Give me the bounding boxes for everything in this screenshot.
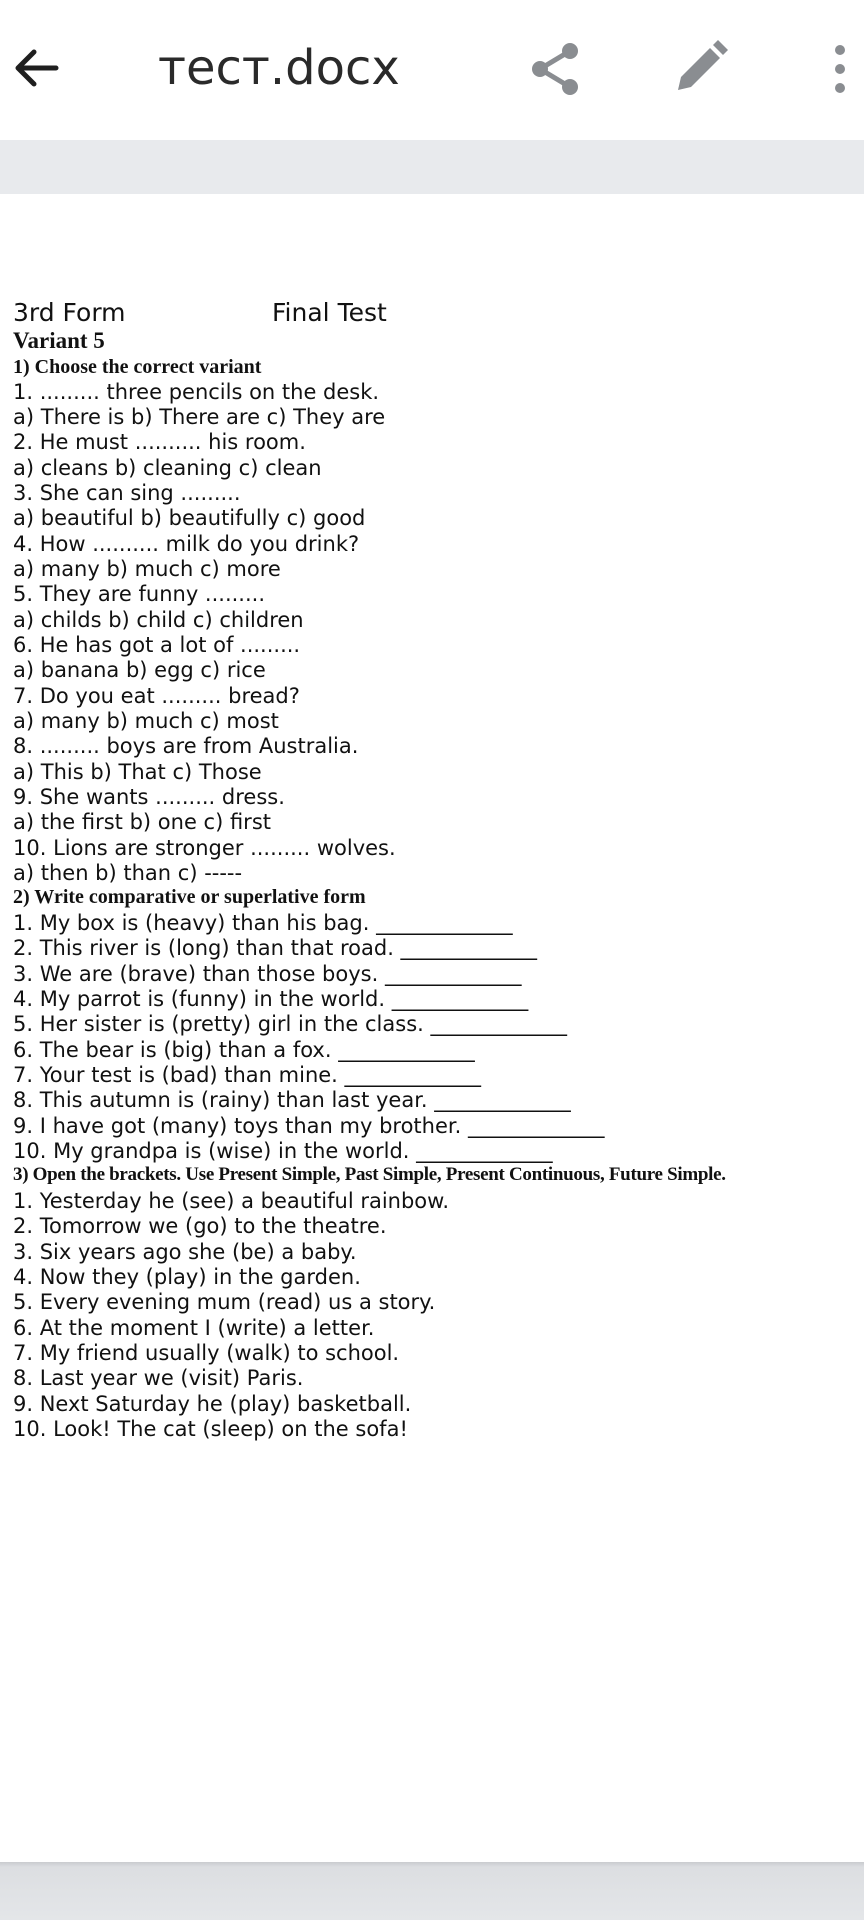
exercise-line: 1. ......... three pencils on the desk. (13, 380, 380, 404)
section-1-heading: 1) Choose the correct variant (13, 356, 262, 378)
exercise-line: 8. Last year we (visit) Paris. (13, 1366, 304, 1390)
exercise-line: 9. I have got (many) toys than my brother. _____________ (13, 1114, 605, 1138)
toolbar-divider-band (0, 140, 864, 194)
document-page[interactable] (0, 194, 864, 1862)
section-2-heading: 2) Write comparative or superlative form (13, 886, 366, 908)
exercise-line: 4. Now they (play) in the garden. (13, 1265, 361, 1289)
exercise-line: 4. My parrot is (funny) in the world. _____________ (13, 987, 529, 1011)
answer-options: a) then b) than c) ----- (13, 861, 243, 885)
exercise-line: 5. Every evening mum (read) us a story. (13, 1290, 436, 1314)
page-bottom-edge (0, 1862, 864, 1920)
exercise-line: 5. They are funny ......... (13, 582, 266, 606)
exercise-line: 1. My box is (heavy) than his bag. _____________ (13, 911, 513, 935)
exercise-line: 8. This autumn is (rainy) than last year. _____________ (13, 1088, 571, 1112)
section-3-heading: 3) Open the brackets. Use Present Simple, Past Simple, Present Continuous, Future Simple. (13, 1164, 726, 1185)
answer-options: a) many b) much c) more (13, 557, 281, 581)
answer-options: a) This b) That c) Those (13, 760, 262, 784)
share-icon[interactable] (526, 40, 584, 98)
exercise-line: 8. ......... boys are from Australia. (13, 734, 359, 758)
exercise-line: 7. Do you eat ......... bread? (13, 684, 300, 708)
answer-options: a) childs b) child c) children (13, 608, 304, 632)
answer-options: a) There is b) There are c) They are (13, 405, 386, 429)
pencil-icon[interactable] (668, 36, 732, 100)
test-label: Final Test (272, 298, 387, 327)
exercise-line: 10. Lions are stronger ......... wolves. (13, 836, 396, 860)
answer-options: a) beautiful b) beautifully c) good (13, 506, 366, 530)
exercise-line: 6. At the moment I (write) a letter. (13, 1316, 375, 1340)
answer-options: a) the first b) one c) first (13, 810, 271, 834)
exercise-line: 3. She can sing ......... (13, 481, 241, 505)
answer-options: a) banana b) egg c) rice (13, 658, 266, 682)
exercise-line: 9. Next Saturday he (play) basketball. (13, 1392, 412, 1416)
document-title: тест.docx (158, 40, 400, 96)
variant-heading: Variant 5 (13, 328, 105, 353)
exercise-line: 5. Her sister is (pretty) girl in the class. _____________ (13, 1012, 567, 1036)
exercise-line: 10. My grandpa is (wise) in the world. _____________ (13, 1139, 553, 1163)
exercise-line: 9. She wants ......... dress. (13, 785, 285, 809)
exercise-line: 1. Yesterday he (see) a beautiful rainbow. (13, 1189, 450, 1213)
answer-options: a) many b) much c) most (13, 709, 279, 733)
exercise-line: 2. Tomorrow we (go) to the theatre. (13, 1214, 387, 1238)
exercise-line: 7. Your test is (bad) than mine. _____________ (13, 1063, 482, 1087)
arrow-left-icon[interactable] (8, 40, 64, 96)
exercise-line: 6. The bear is (big) than a fox. _____________ (13, 1038, 475, 1062)
exercise-line: 2. This river is (long) than that road. _____________ (13, 936, 538, 960)
exercise-line: 7. My friend usually (walk) to school. (13, 1341, 400, 1365)
exercise-line: 10. Look! The cat (sleep) on the sofa! (13, 1417, 408, 1441)
more-vertical-icon[interactable] (820, 40, 860, 98)
exercise-line: 3. Six years ago she (be) a baby. (13, 1240, 357, 1264)
exercise-line: 6. He has got a lot of ......... (13, 633, 301, 657)
exercise-line: 2. He must .......... his room. (13, 430, 306, 454)
answer-options: a) cleans b) cleaning c) clean (13, 456, 322, 480)
exercise-line: 3. We are (brave) than those boys. _____________ (13, 962, 522, 986)
form-label: 3rd Form (13, 298, 126, 327)
exercise-line: 4. How .......... milk do you drink? (13, 532, 360, 556)
app-bar (0, 0, 864, 140)
